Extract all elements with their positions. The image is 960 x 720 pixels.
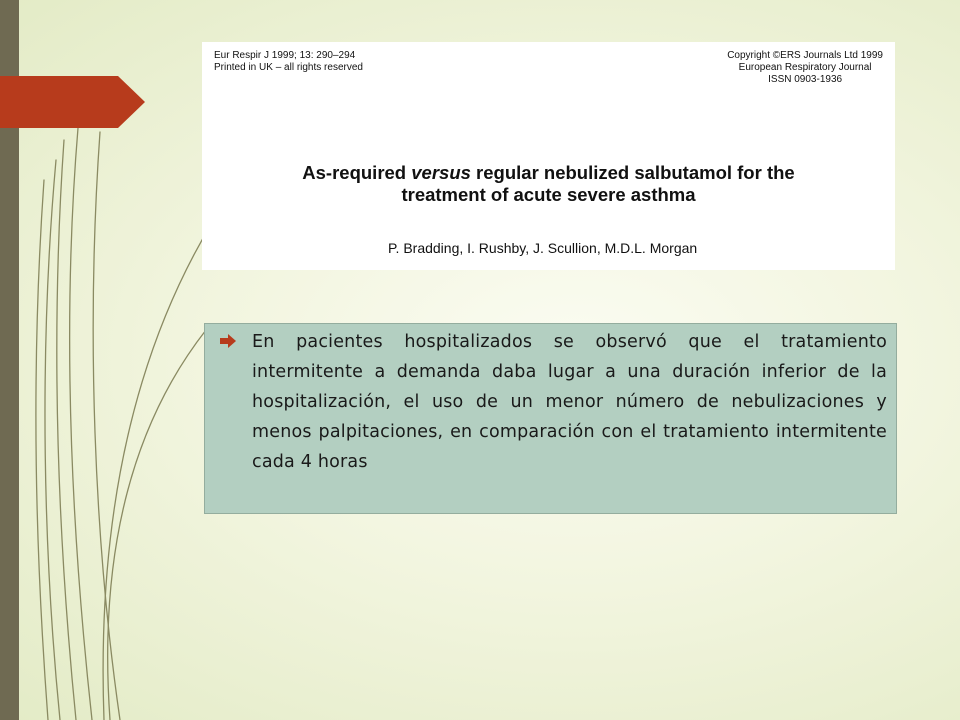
copyright-info: [727, 50, 883, 86]
summary-box: [204, 323, 897, 514]
arrow-right-icon: [220, 334, 236, 348]
paper-title: [202, 162, 895, 206]
title-part-1: As-required: [302, 162, 412, 183]
issn: ISSN 0903-1936: [768, 74, 843, 85]
title-part-2: regular nebulized salbutamol for the: [470, 162, 795, 183]
journal-reference: Eur Respir J 1999; 13: 290–294: [214, 50, 356, 61]
title-italic: versus: [411, 162, 471, 183]
copyright-line: Copyright ©ERS Journals Ltd 1999: [727, 50, 883, 61]
journal-name: European Respiratory Journal: [738, 62, 872, 73]
paper-header-image: [202, 42, 895, 270]
journal-info: [214, 50, 363, 74]
printed-notice: Printed in UK – all rights reserved: [214, 62, 363, 73]
paper-title-line-2: treatment of acute severe asthma: [401, 184, 696, 205]
paper-title-line-1: [202, 162, 895, 184]
accent-tab: [0, 76, 145, 128]
paper-authors: P. Bradding, I. Rushby, J. Scullion, M.D.L. Morgan: [388, 240, 698, 256]
summary-text: En pacientes hospitalizados se observó que el tratamiento intermitente a demanda daba lugar a una duración inferior de la hospitalización, el uso de un menor número de nebulizaciones y menos palpitaciones, en comparación con el tratamiento intermitente cada 4 horas: [252, 332, 887, 472]
